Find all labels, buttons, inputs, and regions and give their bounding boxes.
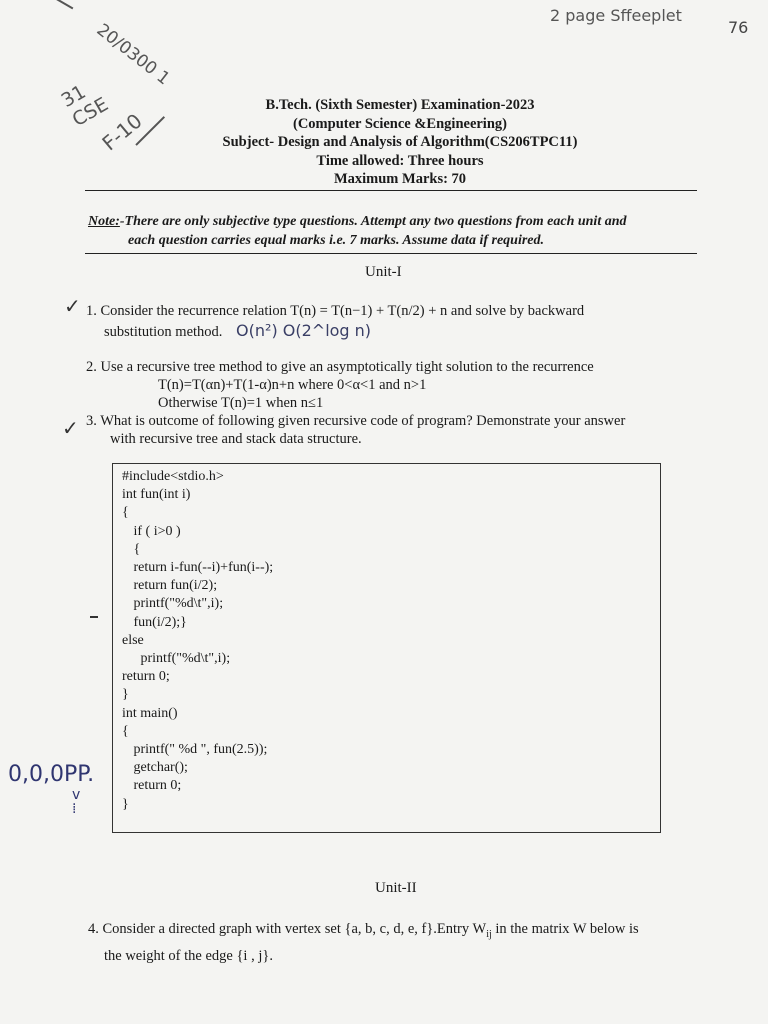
note-text-1: -There are only subjective type questions. Attempt any two questions from each unit and	[119, 214, 627, 229]
q3-text-line-2: with recursive tree and stack data structure.	[110, 431, 362, 447]
unit-2-title: Unit-II	[375, 880, 417, 896]
code-margin-marks: v ⁞	[72, 787, 81, 817]
q2-text-line-3: Otherwise T(n)=1 when n≤1	[158, 395, 324, 411]
code-line: else	[122, 632, 144, 648]
exam-header	[190, 96, 610, 189]
handwritten-corner-stroke	[47, 0, 74, 9]
code-line: int fun(int i)	[122, 487, 191, 503]
handwritten-roll-note: 31 CSE	[57, 80, 113, 132]
code-line: {	[122, 723, 129, 739]
code-line: printf(" %d ", fun(2.5));	[130, 742, 268, 758]
instructions-note	[88, 212, 688, 250]
handwritten-top-right-note: 2 page Sffeeplet	[550, 6, 682, 25]
code-line: return 0;	[122, 669, 170, 685]
header-subject: Subject- Design and Analysis of Algorithm(CS206TPC11)	[222, 134, 578, 150]
q2-text-line-1: 2. Use a recursive tree method to give an asymptotically tight solution to the recurrence	[86, 359, 594, 375]
question-1	[86, 302, 584, 341]
code-line: if ( i>0 )	[130, 523, 181, 539]
code-line: return fun(i/2);	[130, 578, 218, 594]
header-marks: Maximum Marks: 70	[333, 171, 467, 187]
header-branch: (Computer Science &Engineering)	[293, 115, 507, 132]
header-divider	[85, 190, 697, 191]
q4-subscript: ij	[486, 928, 492, 940]
note-label: Note:	[88, 214, 120, 229]
code-line: int main()	[122, 705, 178, 721]
handwritten-f-note: F-10	[97, 108, 147, 156]
code-line: {	[122, 505, 129, 521]
code-listing	[122, 468, 273, 814]
margin-dash	[90, 616, 98, 618]
q1-text-line-1: 1. Consider the recurrence relation T(n) = T(n−1) + T(n/2) + n and solve by backward	[86, 303, 585, 319]
unit-1-title: Unit-I	[365, 264, 402, 280]
question-4	[88, 920, 728, 965]
header-time: Time allowed: Three hours	[316, 152, 484, 169]
q1-handwritten-answer: O(n²) O(2^log n)	[236, 321, 372, 340]
code-line: printf("%d\t",i);	[130, 596, 224, 612]
header-exam-title: B.Tech. (Sixth Semester) Examination-2023	[265, 97, 535, 113]
note-text-2: each question carries equal marks i.e. 7 marks. Assume data if required.	[128, 233, 545, 248]
question-3	[86, 412, 625, 448]
question-2	[86, 358, 594, 412]
handwritten-page-number: 76	[728, 18, 749, 37]
code-line: }	[122, 796, 129, 812]
code-line: {	[130, 541, 141, 557]
q4-text-line-2: the weight of the edge {i , j}.	[104, 947, 273, 964]
q4-text-line-1-rest: in the matrix W below is	[491, 921, 639, 937]
note-divider	[85, 253, 697, 254]
code-line: getchar();	[130, 760, 188, 776]
code-line: #include<stdio.h>	[122, 469, 224, 484]
code-line: printf("%d\t",i);	[130, 651, 231, 667]
handwritten-top-left-code: 20/0300 1	[92, 20, 174, 90]
code-line: return 0;	[130, 778, 182, 794]
code-handwritten-answer: 0,0,0PP.	[8, 762, 95, 787]
q4-text-line-1: 4. Consider a directed graph with vertex set {a, b, c, d, e, f}.Entry W	[88, 921, 487, 937]
q1-check-mark: ✓	[64, 294, 81, 318]
q1-text-line-2: substitution method.	[104, 324, 223, 340]
code-line: fun(i/2);}	[130, 614, 187, 630]
code-line: return i-fun(--i)+fun(i--);	[130, 560, 274, 576]
q2-text-line-2: T(n)=T(αn)+T(1-α)n+n where 0<α<1 and n>1	[158, 377, 427, 393]
q3-check-mark: ✓	[62, 416, 79, 440]
q3-text-line-1: 3. What is outcome of following given recursive code of program? Demonstrate your answer	[86, 413, 626, 429]
code-line: }	[122, 687, 129, 703]
